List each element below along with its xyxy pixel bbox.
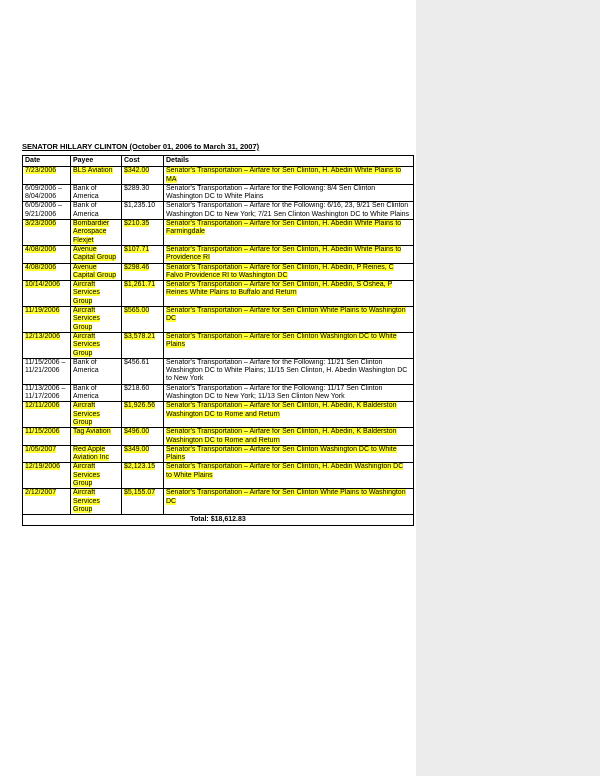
cost-text: $107.71: [124, 245, 150, 253]
cell-date: [23, 445, 71, 463]
cell-details: [164, 463, 414, 489]
cell-date: [23, 428, 71, 446]
header-cost: Cost: [122, 156, 164, 167]
payee-text: Avenue Capital Group: [73, 263, 117, 279]
table-row: [23, 167, 414, 185]
cell-payee: [71, 167, 122, 185]
date-text: 10/14/2006: [25, 281, 61, 289]
table-header-row: [23, 156, 414, 167]
cell-cost: [122, 463, 164, 489]
cost-text: $5,155.07: [124, 489, 156, 497]
cell-details: [164, 332, 414, 358]
cost-text: $1,235.10: [124, 202, 156, 210]
date-text: 3/23/2006: [25, 220, 57, 228]
table-row: [23, 402, 414, 428]
cell-payee: [71, 402, 122, 428]
table-row: [23, 463, 414, 489]
date-text: 7/23/2006: [25, 167, 57, 175]
cell-cost: [122, 489, 164, 515]
cell-payee: [71, 384, 122, 402]
cell-cost: [122, 307, 164, 333]
cost-text: $565.00: [124, 307, 150, 315]
date-text: 12/11/2006: [25, 402, 60, 410]
table-row: [23, 202, 414, 220]
cell-details: [164, 307, 414, 333]
cell-cost: [122, 202, 164, 220]
header-date: Date: [23, 156, 71, 167]
cell-details: [164, 184, 414, 202]
details-text: Senator's Transportation – Airfare for Sen Clinton, H. Abedin White Plains to MA: [166, 167, 402, 183]
cell-cost: [122, 445, 164, 463]
cell-date: [23, 463, 71, 489]
payee-text: Aircraft Services Group: [73, 281, 100, 305]
payee-text: Bank of America: [73, 358, 99, 375]
date-text: 12/13/2006: [25, 332, 61, 340]
cost-text: $496.00: [124, 428, 150, 436]
payee-text: BLS Aviation: [73, 167, 113, 175]
cell-payee: [71, 463, 122, 489]
details-text: Senator's Transportation – Airfare for the Following: 11/17 Sen Clinton Washington DC to New York; 11/13 Sen Clinton New York: [166, 384, 383, 401]
cell-cost: [122, 167, 164, 185]
table-row: [23, 332, 414, 358]
table-body: [23, 167, 414, 515]
cell-payee: [71, 445, 122, 463]
cell-details: [164, 202, 414, 220]
date-text: 12/19/2006: [25, 463, 61, 471]
date-text: 11/15/2006: [25, 428, 60, 436]
details-text: Senator's Transportation – Airfare for Sen Clinton Washington DC to White Plains: [166, 445, 397, 462]
cell-date: [23, 384, 71, 402]
page-title: SENATOR HILLARY CLINTON (October 01, 2006 to March 31, 2007): [22, 142, 260, 151]
date-text: 11/13/2006 – 11/17/2006: [25, 384, 66, 401]
table-row: [23, 445, 414, 463]
cell-payee: [71, 358, 122, 384]
cell-cost: [122, 332, 164, 358]
table-row: [23, 307, 414, 333]
details-text: Senator's Transportation – Airfare for Sen Clinton Washington DC to White Plains: [166, 332, 397, 349]
cell-date: [23, 402, 71, 428]
details-text: Senator's Transportation – Airfare for Sen Clinton White Plains to Washington DC: [166, 307, 406, 323]
cost-text: $456.61: [124, 358, 150, 366]
cost-text: $289.30: [124, 184, 150, 192]
cell-cost: [122, 263, 164, 281]
cost-text: $3,578.21: [124, 332, 156, 340]
cell-cost: [122, 358, 164, 384]
cell-payee: [71, 332, 122, 358]
date-text: 4/08/2006: [25, 245, 57, 253]
cell-date: [23, 307, 71, 333]
cell-details: [164, 263, 414, 281]
cell-details: [164, 220, 414, 246]
cell-payee: [71, 184, 122, 202]
date-text: 2/12/2007: [25, 489, 57, 497]
payee-text: Aircraft Services Group: [73, 332, 100, 357]
payee-text: Bombardier Aerospace Flexjet: [73, 220, 110, 244]
details-text: Senator's Transportation – Airfare for Sen Clinton, H. Abedin, P Reines, C Falvo Providence RI to Washington DC: [166, 263, 394, 279]
table-row: [23, 245, 414, 263]
details-text: Senator's Transportation – Airfare for Sen Clinton, H. Abedin, K Balderston Washington DC to Rome and Return: [166, 402, 397, 418]
payee-text: Aircraft Services Group: [73, 307, 100, 331]
table-row: [23, 281, 414, 307]
cost-text: $218.60: [124, 384, 150, 392]
cell-date: [23, 358, 71, 384]
cell-cost: [122, 428, 164, 446]
cell-date: [23, 332, 71, 358]
date-text: 6/09/2006 – 8/04/2006: [25, 184, 62, 201]
header-details: Details: [164, 156, 414, 167]
payee-text: Red Apple Aviation Inc: [73, 445, 110, 462]
total-cell: Total: $18,612.83: [23, 515, 414, 526]
cost-text: $349.00: [124, 445, 150, 453]
cell-cost: [122, 220, 164, 246]
cost-text: $210.35: [124, 220, 150, 228]
total-row: [23, 515, 414, 526]
payee-text: Aircraft Services Group: [73, 463, 100, 487]
cell-date: [23, 281, 71, 307]
cost-text: $1,926.56: [124, 402, 156, 410]
payee-text: Aircraft Services Group: [73, 402, 100, 426]
cell-cost: [122, 384, 164, 402]
payee-text: Bank of America: [73, 184, 99, 201]
cost-text: $342.00: [124, 167, 150, 175]
cell-date: [23, 220, 71, 246]
details-text: Senator's Transportation – Airfare for Sen Clinton, H. Abedin, K Balderston Washington DC to Rome and Return: [166, 428, 397, 444]
cell-details: [164, 489, 414, 515]
details-text: Senator's Transportation – Airfare for Sen Clinton White Plains to Washington DC: [166, 489, 406, 505]
cell-cost: [122, 281, 164, 307]
payee-text: Aircraft Services Group: [73, 489, 100, 513]
payee-text: Tag Aviation: [73, 428, 111, 436]
cell-cost: [122, 245, 164, 263]
cell-date: [23, 167, 71, 185]
details-text: Senator's Transportation – Airfare for Sen Clinton, H. Abedin Washington DC to White Plains: [166, 463, 404, 479]
date-text: 1/05/2007: [25, 445, 57, 453]
date-text: 6/05/2006 – 9/21/2006: [25, 202, 62, 218]
table-row: [23, 358, 414, 384]
cell-details: [164, 402, 414, 428]
cell-payee: [71, 307, 122, 333]
cell-payee: [71, 245, 122, 263]
details-text: Senator's Transportation – Airfare for Sen Clinton, H. Abedin White Plains to Providence RI: [166, 245, 402, 262]
cell-date: [23, 489, 71, 515]
cost-text: $2,123.15: [124, 463, 156, 471]
cell-details: [164, 384, 414, 402]
cell-payee: [71, 489, 122, 515]
table-row: [23, 384, 414, 402]
cell-details: [164, 428, 414, 446]
header-payee: Payee: [71, 156, 122, 167]
date-text: 11/19/2006: [25, 307, 60, 315]
cell-details: [164, 245, 414, 263]
cell-date: [23, 263, 71, 281]
cell-payee: [71, 281, 122, 307]
payee-text: Bank of America: [73, 384, 99, 401]
details-text: Senator's Transportation – Airfare for the Following: 8/4 Sen Clinton Washington DC to White Plains: [166, 184, 376, 201]
cell-details: [164, 167, 414, 185]
cell-payee: [71, 263, 122, 281]
cell-details: [164, 281, 414, 307]
expense-table: [22, 155, 414, 526]
cell-cost: [122, 184, 164, 202]
comment-sidebar: [416, 0, 600, 776]
cell-payee: [71, 202, 122, 220]
table-row: [23, 428, 414, 446]
date-text: 4/08/2006: [25, 263, 57, 271]
cell-date: [23, 184, 71, 202]
payee-text: Bank of America: [73, 202, 99, 218]
table-row: [23, 220, 414, 246]
payee-text: Avenue Capital Group: [73, 245, 117, 262]
cell-payee: [71, 220, 122, 246]
details-text: Senator's Transportation – Airfare for the Following: 6/16, 23, 9/21 Sen Clinton Washington DC to New York; 7/21 Sen Clinton Washington DC to White Plains: [166, 202, 410, 218]
details-text: Senator's Transportation – Airfare for the Following: 11/21 Sen Clinton Washington DC to White Plains; 11/15 Sen Clinton, H. Abedin Washington DC to New York: [166, 358, 408, 383]
cost-text: $1,261.71: [124, 281, 156, 289]
details-text: Senator's Transportation – Airfare for Sen Clinton, H. Abedin, S Oshea, P Reines White Plains to Buffalo and Return: [166, 281, 393, 297]
cell-date: [23, 245, 71, 263]
table-row: [23, 184, 414, 202]
cell-details: [164, 358, 414, 384]
table-row: [23, 263, 414, 281]
cell-details: [164, 445, 414, 463]
cell-cost: [122, 402, 164, 428]
date-text: 11/15/2006 – 11/21/2006: [25, 358, 66, 375]
details-text: Senator's Transportation – Airfare for Sen Clinton, H. Abedin White Plains to Farmingdale: [166, 220, 402, 236]
cost-text: $298.46: [124, 263, 150, 271]
cell-date: [23, 202, 71, 220]
cell-payee: [71, 428, 122, 446]
table-row: [23, 489, 414, 515]
